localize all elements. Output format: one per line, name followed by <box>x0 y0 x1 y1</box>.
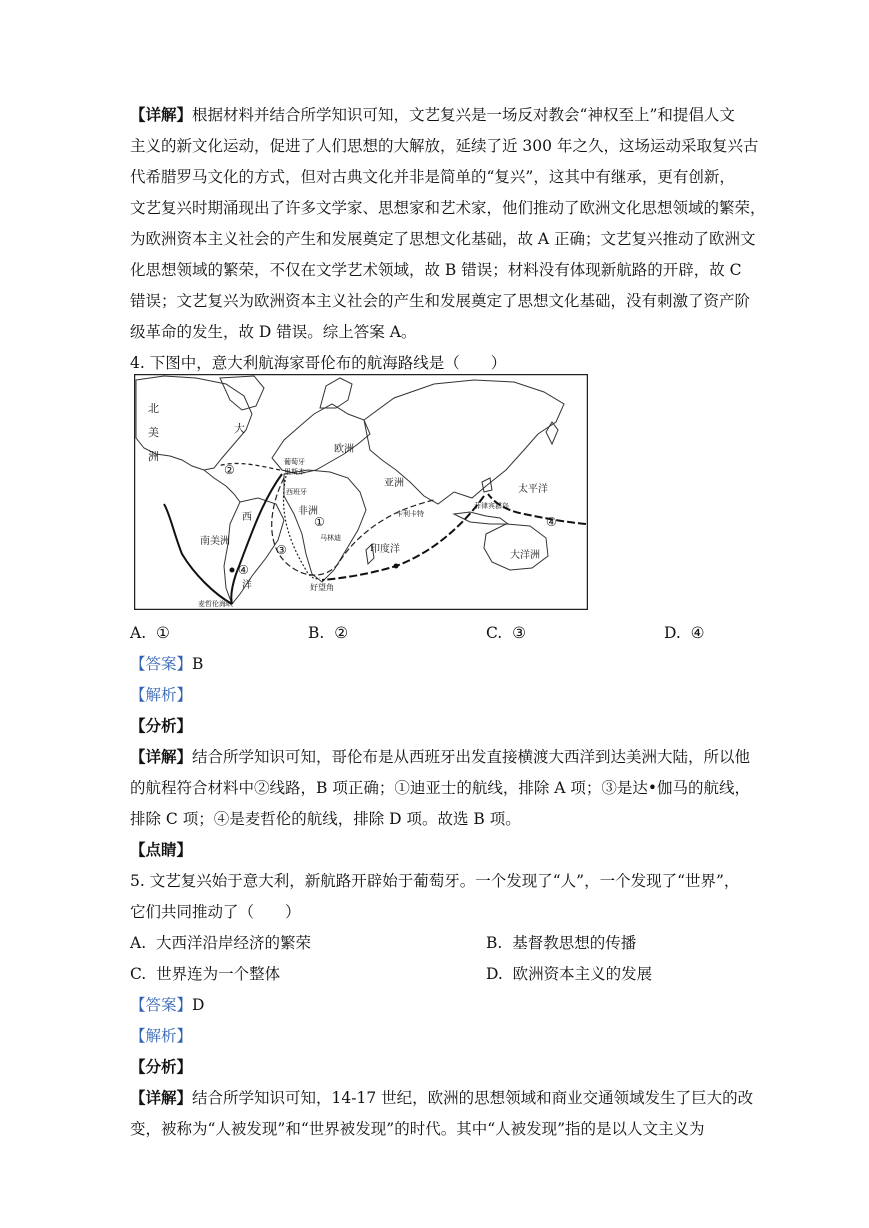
q3-detail-line-5: 为欧洲资本主义社会的产生和发展奠定了思想文化基础，故 A 正确；文艺复兴推动了欧洲文 <box>130 230 756 248</box>
label-route-4-a: ④ <box>238 563 249 577</box>
label-pacific: 太平洋 <box>518 484 548 495</box>
q3-detail-line-7: 错误；文艺复兴为欧洲资本主义社会的产生和发展奠定了思想文化基础，没有刺激了资产阶 <box>130 292 751 310</box>
q5-option-c: C. 世界连为一个整体 <box>130 965 281 983</box>
label-portugal: 葡萄牙 <box>284 458 305 466</box>
q3-detail-line-6: 化思想领域的繁荣，不仅在文学艺术领域，故 B 错误；材料没有体现新航路的开辟，故 C <box>130 261 742 279</box>
q5-fenxi-tag: 【分析】 <box>130 1057 193 1076</box>
q5-stem-line-2: 它们共同推动了（ ） <box>130 903 301 921</box>
label-calicut: 卡利卡特 <box>396 510 424 518</box>
route-map <box>134 374 588 610</box>
q4-dianjing-tag: 【点睛】 <box>130 840 193 859</box>
label-asia: 亚洲 <box>384 478 404 489</box>
q5-analysis-tag: 【解析】 <box>130 1027 193 1045</box>
label-philippines: 菲律宾群岛 <box>474 502 509 510</box>
q5-option-d: D. 欧洲资本主义的发展 <box>486 965 653 983</box>
q3-detail-line-3: 代希腊罗马文化的方式，但对古典文化并非是简单的“复兴”，这其中有继承，更有创新， <box>130 168 735 186</box>
label-lisbon: 里斯本 <box>284 468 305 476</box>
q4-option-a: A. ① <box>130 624 170 642</box>
detail-tag: 【详解】 <box>130 105 193 124</box>
label-africa: 非洲 <box>298 506 318 517</box>
q4-option-b: B. ② <box>308 624 349 642</box>
q5-detail-line-2: 变，被称为“人被发现”和“世界被发现”的时代。其中“人被发现”指的是以人文主义为 <box>130 1120 705 1138</box>
q5-detail-line-1: 【详解】结合所学知识可知，14-17 世纪，欧洲的思想领域和商业交通领域发生了巨大的改 <box>130 1088 754 1107</box>
label-route-2: ② <box>224 463 235 477</box>
q3-detail-line-4: 文艺复兴时期涌现出了许多文学家、思想家和艺术家，他们推动了欧洲文化思想领域的繁荣， <box>130 199 766 217</box>
q3-detail-line-1: 【详解】根据材料并结合所学知识可知，文艺复兴是一场反对教会“神权至上”和提倡人文 <box>130 105 735 124</box>
q4-analysis-tag: 【解析】 <box>130 686 193 704</box>
label-cape: 好望角 <box>310 583 334 592</box>
route-4-arrow-dot <box>394 564 399 569</box>
label-route-4-b: ④ <box>546 515 557 529</box>
label-route-1: ① <box>314 515 325 529</box>
q4-option-d: D. ④ <box>664 624 705 642</box>
q4-fenxi-tag: 【分析】 <box>130 716 193 735</box>
route-4-arrow-dot-2 <box>230 568 235 573</box>
q5-option-a: A. 大西洋沿岸经济的繁荣 <box>130 934 311 952</box>
q4-answer: 【答案】B <box>130 655 204 673</box>
label-north-america: 北美洲 <box>148 402 159 463</box>
label-oceania: 大洋洲 <box>510 550 540 561</box>
world-map-svg <box>134 374 588 610</box>
label-magellan: 麦哲伦海峡 <box>198 600 233 608</box>
q5-stem-line-1: 5. 文艺复兴始于意大利，新航路开辟始于葡萄牙。一个发现了“人”，一个发现了“世界”， <box>130 872 740 890</box>
q5-option-b: B. 基督教思想的传播 <box>486 934 637 952</box>
label-route-3: ③ <box>276 543 287 557</box>
q5-answer: 【答案】D <box>130 996 205 1014</box>
q3-detail-line-8: 级革命的发生，故 D 错误。综上答案 A。 <box>130 323 417 341</box>
label-xi: 西 <box>242 512 252 523</box>
q4-stem: 4. 下图中，意大利航海家哥伦布的航海路线是（ ） <box>130 354 507 372</box>
q3-detail-line-2: 主义的新文化运动，促进了人们思想的大解放，延续了近 300 年之久，这场运动采取复兴古 <box>130 137 759 155</box>
q4-detail-line-2: 的航程符合材料中②线路，B 项正确；①迪亚士的航线，排除 A 项；③是达•伽马的航线， <box>130 779 751 797</box>
label-spain: 西班牙 <box>286 488 307 496</box>
label-da: 大 <box>234 422 245 435</box>
label-malindi: 马林迪 <box>320 534 341 542</box>
q4-option-c: C. ③ <box>486 624 526 642</box>
q4-detail-line-3: 排除 C 项；④是麦哲伦的航线，排除 D 项。故选 B 项。 <box>130 810 521 828</box>
label-south-america: 南美洲 <box>200 536 230 547</box>
q4-detail-line-1: 【详解】结合所学知识可知，哥伦布是从西班牙出发直接横渡大西洋到达美洲大陆，所以他 <box>130 747 751 766</box>
label-europe: 欧洲 <box>334 444 354 455</box>
label-yang: 洋 <box>242 580 252 591</box>
label-indian-ocean: 印度洋 <box>370 544 400 555</box>
